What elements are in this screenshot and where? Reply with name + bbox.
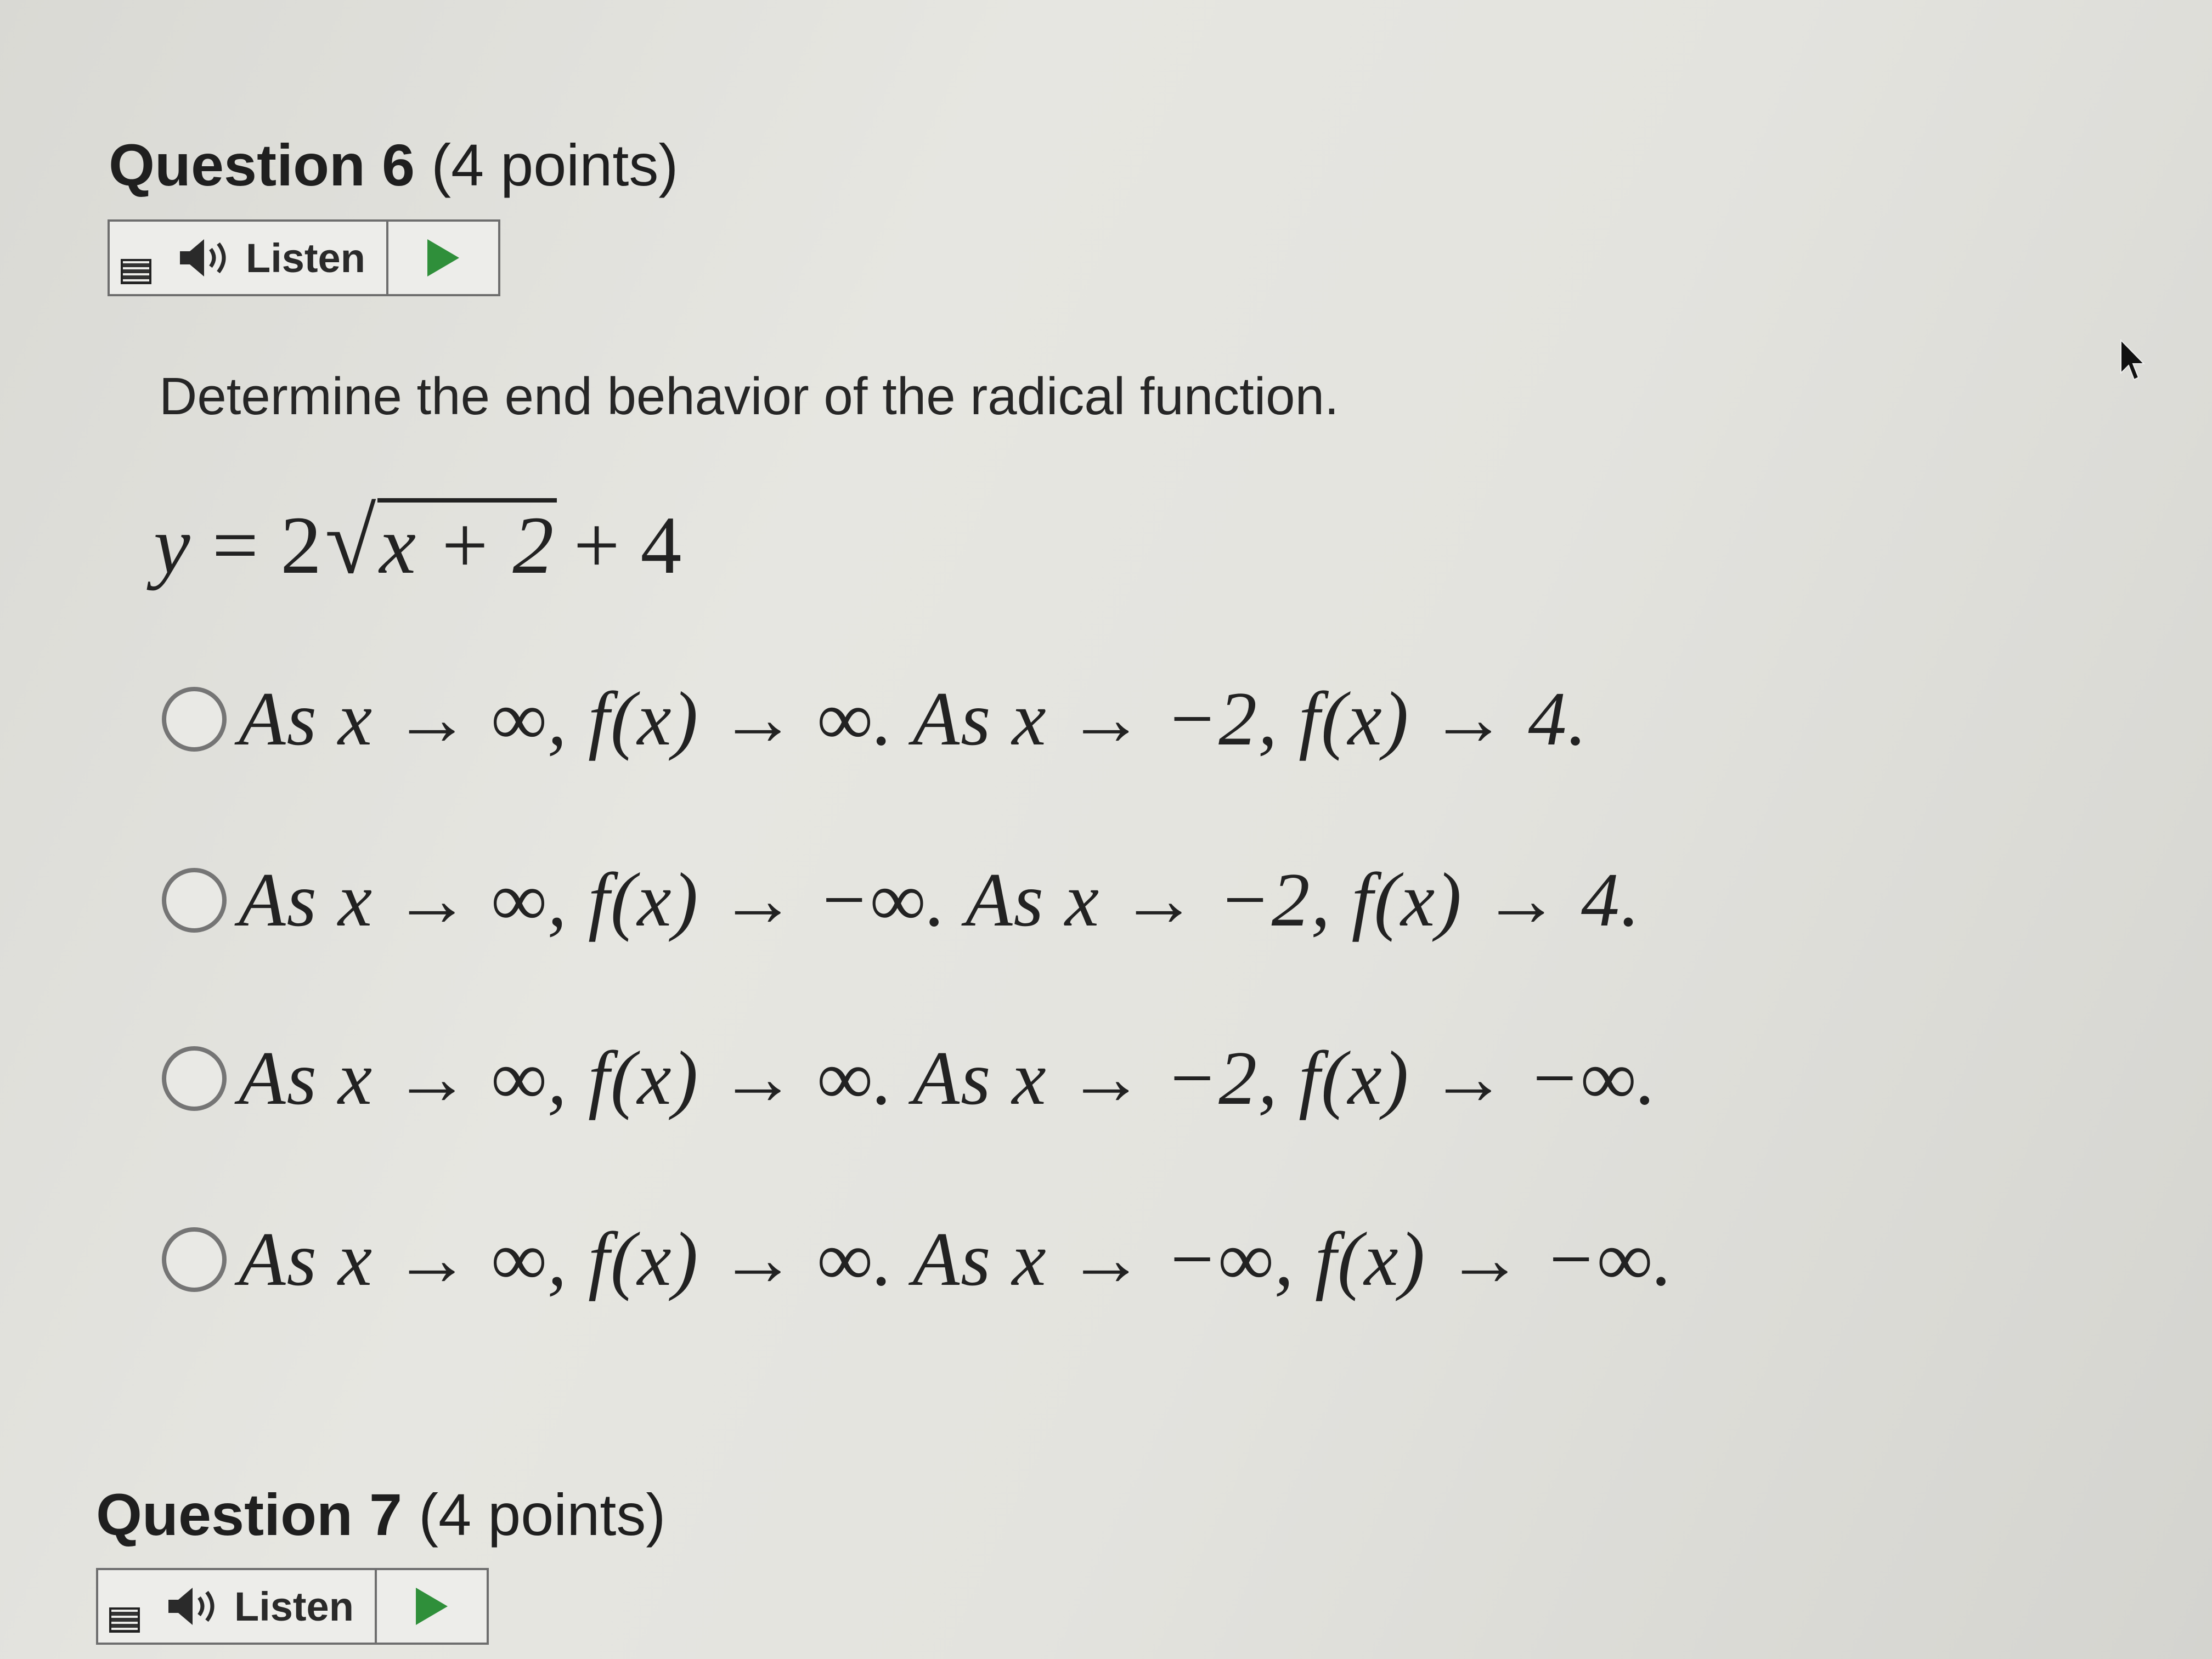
question-6-title	[109, 131, 678, 199]
radio-icon[interactable]	[162, 687, 227, 752]
sqrt-icon: √	[325, 490, 376, 593]
question-points: (4 points)	[419, 1481, 666, 1548]
question-7-title	[96, 1480, 665, 1549]
menu-icon	[109, 1607, 140, 1633]
function-equation	[154, 488, 681, 595]
answer-option-text: As x → ∞, f(x) → ∞. As x → −2, f(x) → 4.	[239, 676, 1588, 761]
play-button[interactable]	[388, 222, 498, 294]
radio-icon[interactable]	[162, 1227, 227, 1292]
answer-option-text: As x → ∞, f(x) → −∞. As x → −2, f(x) → 4.	[239, 857, 1641, 943]
listen-widget-q6	[108, 219, 500, 296]
equation-lhs: y	[154, 500, 190, 591]
play-button[interactable]	[377, 1570, 487, 1643]
question-number: Question 7	[96, 1481, 403, 1548]
equation-equals: =	[212, 500, 259, 591]
equation-tail: + 4	[573, 500, 682, 591]
speaker-icon	[164, 1584, 224, 1628]
radio-icon[interactable]	[162, 868, 227, 933]
answer-option[interactable]	[162, 1034, 1657, 1122]
equation-radicand: x + 2	[377, 498, 557, 589]
answer-option[interactable]	[162, 856, 1641, 944]
question-prompt: Determine the end behavior of the radical function.	[159, 367, 1339, 426]
radio-icon[interactable]	[162, 1046, 227, 1111]
play-icon	[416, 1588, 448, 1625]
speaker-icon	[176, 236, 236, 280]
mouse-cursor-icon	[2119, 339, 2146, 383]
answer-option[interactable]	[162, 675, 1588, 763]
equation-coefficient: 2	[280, 500, 322, 591]
listen-menu-button[interactable]	[110, 222, 162, 294]
answer-option-text: As x → ∞, f(x) → ∞. As x → −2, f(x) → −∞.	[239, 1036, 1657, 1121]
listen-label: Listen	[246, 235, 365, 281]
listen-button[interactable]	[151, 1570, 377, 1643]
answer-option-text: As x → ∞, f(x) → ∞. As x → −∞, f(x) → −∞.	[239, 1217, 1674, 1302]
listen-label: Listen	[234, 1583, 354, 1629]
listen-widget-q7	[96, 1568, 489, 1645]
menu-icon	[121, 259, 151, 284]
question-points: (4 points)	[431, 132, 679, 198]
answer-option[interactable]	[162, 1215, 1673, 1304]
listen-menu-button[interactable]	[98, 1570, 151, 1643]
question-number: Question 6	[109, 132, 415, 198]
play-icon	[427, 239, 459, 276]
listen-button[interactable]	[162, 222, 388, 294]
